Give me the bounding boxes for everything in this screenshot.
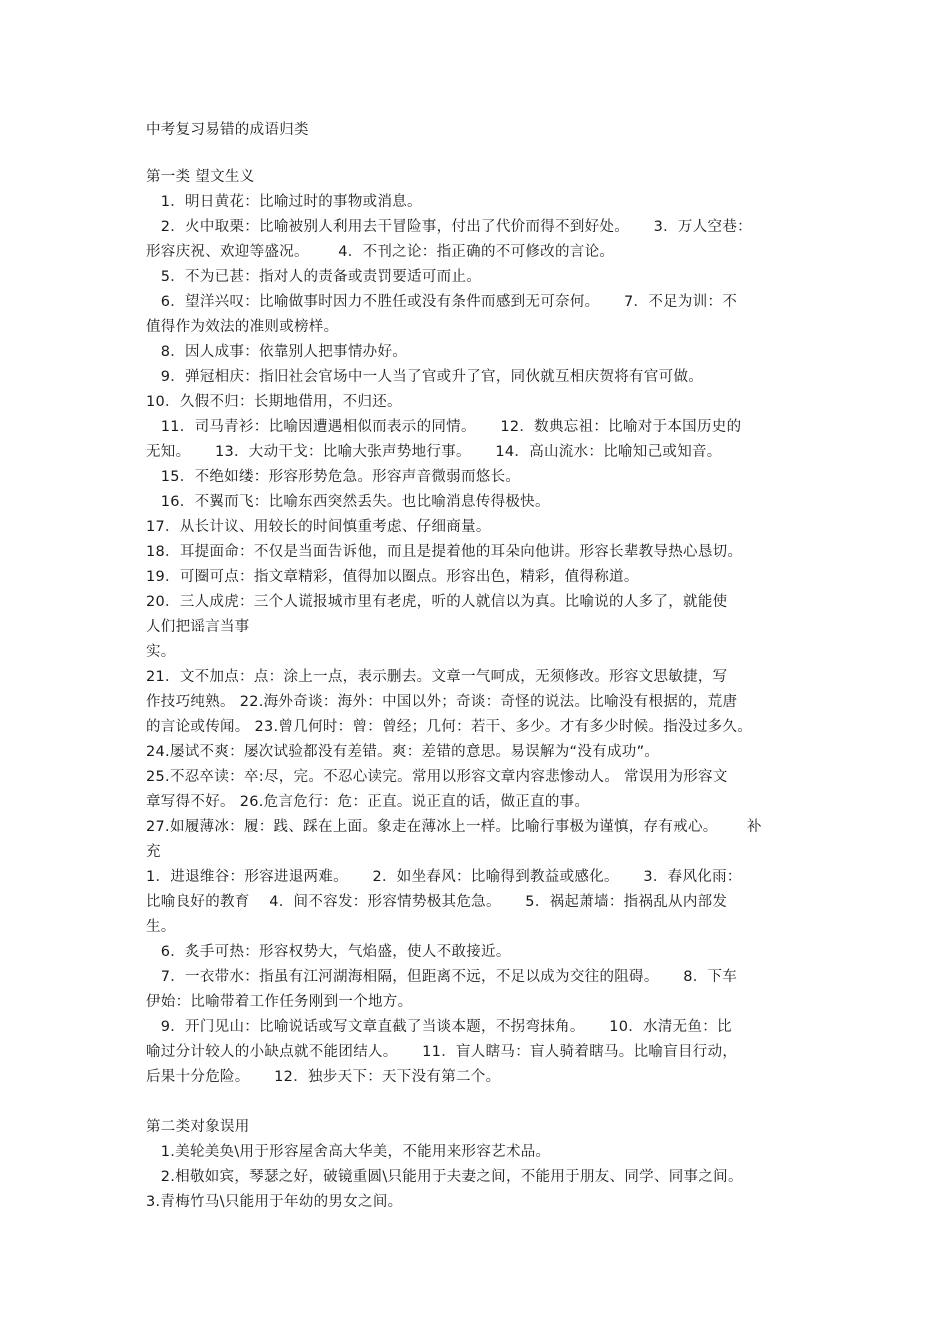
text-line: 19．可圈可点：指文章精彩，值得加以圈点。形容出色，精彩，值得称道。	[146, 569, 639, 585]
text-line: 24.屡试不爽：屡次试验都没有差错。爽：差错的意思。易误解为“没有成功”。	[146, 744, 660, 760]
text-line: 人们把谣言当事	[146, 619, 250, 635]
text-line: 无知。 13．大动干戈：比喻大张声势地行事。 14．高山流水：比喻知己或知音。	[146, 444, 722, 460]
text-line: 后果十分危险。 12．独步天下：天下没有第二个。	[146, 1069, 501, 1085]
text-line: 9．开门见山：比喻说话或写文章直截了当谈本题，不拐弯抹角。 10．水清无鱼：比	[146, 1019, 732, 1035]
document-title: 中考复习易错的成语归类	[146, 122, 309, 138]
text-line: 18．耳提面命：不仅是当面告诉他，而且是提着他的耳朵向他讲。形容长辈教导热心恳切。	[146, 544, 743, 560]
text-line: 1．明日黄花：比喻过时的事物或消息。	[146, 194, 422, 210]
text-line: 11．司马青衫：比喻因遭遇相似而表示的同情。 12．数典忘祖：比喻对于本国历史的	[146, 419, 742, 435]
text-line: 5．不为已甚：指对人的责备或责罚要适可而止。	[146, 269, 482, 285]
section-2-lines	[146, 1140, 808, 1215]
text-line: 1．进退维谷：形容进退两难。 2．如坐春风：比喻得到教益或感化。 3．春风化雨：	[146, 869, 742, 885]
text-line: 21．文不加点：点：涂上一点，表示删去。文章一气呵成，无须修改。形容文思敏捷，写	[146, 669, 728, 685]
section-spacer	[146, 1090, 808, 1115]
text-line: 生。	[146, 919, 176, 935]
text-line: 形容庆祝、欢迎等盛况。 4．不刊之论：指正确的不可修改的言论。	[146, 244, 615, 260]
text-line: 喻过分计较人的小缺点就不能团结人。 11．盲人瞎马：盲人骑着瞎马。比喻盲目行动，	[146, 1044, 738, 1060]
text-line: 章写得不好。 26.危言危行：危：正直。说正直的话，做正直的事。	[146, 794, 590, 810]
text-line: 1.美轮美奂\用于形容屋舍高大华美，不能用来形容艺术品。	[146, 1144, 551, 1160]
text-line: 10．久假不归：长期地借用，不归还。	[146, 394, 402, 410]
text-line: 15．不绝如缕：形容形势危急。形容声音微弱而悠长。	[146, 469, 521, 485]
text-line: 实。	[146, 644, 176, 660]
section-1-lines	[146, 190, 808, 1090]
text-line: 2．火中取栗：比喻被别人利用去干冒险事，付出了代价而得不到好处。 3．万人空巷：	[146, 219, 752, 235]
text-line: 20．三人成虎：三个人谎报城市里有老虎，听的人就信以为真。比喻说的人多了，就能使	[146, 594, 728, 610]
section-heading-1: 第一类 望文生义	[146, 169, 255, 185]
text-line: 16．不翼而飞：比喻东西突然丢失。也比喻消息传得极快。	[146, 494, 550, 510]
text-line: 作技巧纯熟。 22.海外奇谈：海外：中国以外；奇谈：奇怪的说法。比喻没有根据的，荒唐	[146, 694, 738, 710]
text-line: 7．一衣带水：指虽有江河湖海相隔，但距离不远，不足以成为交往的阻碍。 8．下车	[146, 969, 738, 985]
text-line: 值得作为效法的准则或榜样。	[146, 319, 339, 335]
section-heading-2: 第二类对象误用	[146, 1119, 250, 1135]
text-line: 17．从长计议、用较长的时间慎重考虑、仔细商量。	[146, 519, 491, 535]
text-line: 伊始：比喻带着工作任务刚到一个地方。	[146, 994, 413, 1010]
text-line: 6．望洋兴叹：比喻做事时因力不胜任或没有条件而感到无可奈何。 7．不足为训：不	[146, 294, 738, 310]
text-line: 2.相敬如宾，琴瑟之好，破镜重圆\只能用于夫妻之间，不能用于朋友、同学、同事之间。	[146, 1169, 743, 1185]
text-line: 8．因人成事：依靠别人把事情办好。	[146, 344, 408, 360]
text-line: 比喻良好的教育 4．间不容发：形容情势极其危急。 5．祸起萧墙：指祸乱从内部发	[146, 894, 728, 910]
text-line: 3.青梅竹马\只能用于年幼的男女之间。	[146, 1194, 403, 1210]
text-line: 9．弹冠相庆：指旧社会官场中一人当了官或升了官，同伙就互相庆贺将有官可做。	[146, 369, 704, 385]
document-body	[146, 165, 808, 1215]
text-line: 充	[146, 844, 161, 860]
text-line: 25.不忍卒读：卒:尽，完。不忍心读完。常用以形容文章内容悲惨动人。 常误用为形容文	[146, 769, 728, 785]
text-line: 的言论或传闻。 23.曾几何时：曾：曾经；几何：若干、多少。才有多少时候。指没过多久。	[146, 719, 753, 735]
text-line: 6．炙手可热：形容权势大，气焰盛，使人不敢接近。	[146, 944, 511, 960]
text-line: 27.如履薄冰：履：践、踩在上面。象走在薄冰上一样。比喻行事极为谨慎，存有戒心。 补	[146, 819, 762, 835]
